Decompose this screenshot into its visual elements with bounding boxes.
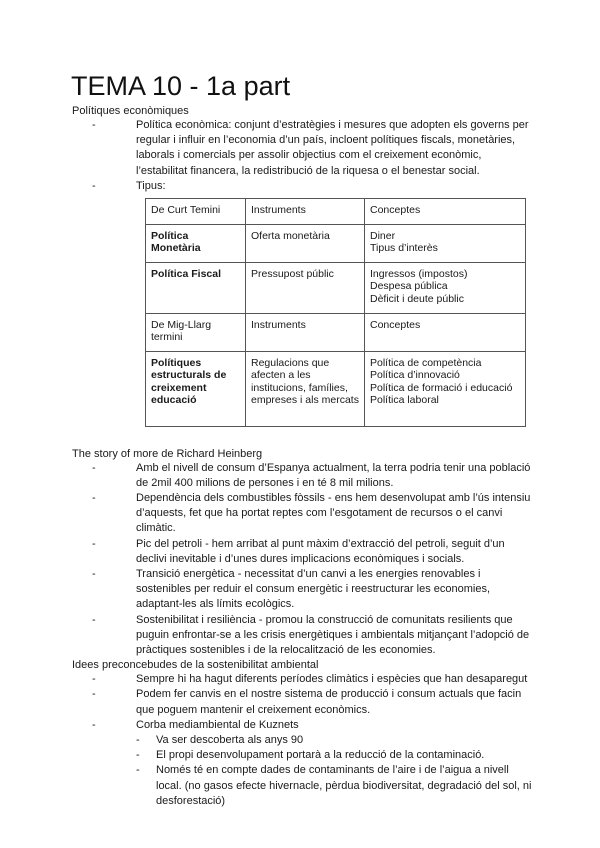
table-cell: Pressupost públic [246, 262, 365, 313]
table-cell [365, 351, 526, 426]
table-cell: Política Fiscal [146, 262, 246, 313]
table-row [146, 351, 526, 426]
concept-line: Política de formació i educació [370, 381, 513, 394]
concept-line: Política de competència [370, 356, 482, 369]
kuznets-sublist [136, 733, 532, 809]
concept-line: Despesa pública [370, 280, 448, 293]
sublist-item: - Va ser descoberta als anys 90 [136, 733, 532, 748]
table-cell: Política Monetària [146, 224, 246, 262]
sublist-item: - Només té en compte dades de contaminants de l’aire i de l’aigua a nivell local. (no gasos efecte hivernacle, pèrdua biodiversitat, degradació del sol, ni desforestació) [136, 763, 532, 809]
policy-types-table [145, 198, 526, 427]
list-item-text: Corba mediambiental de Kuznets [136, 718, 299, 731]
table-row [146, 224, 526, 262]
table-cell: De Curt Temini [146, 199, 246, 225]
list-item: - Tipus: [72, 179, 532, 194]
list-item: - Sostenibilitat i resiliència - promou la construcció de comunitats resilients que puguin enfrontar-se a les crisis energètiques i ambientals mitjançant l’adopció de pràctiques sostenibles i de la relocalització de les economies. [72, 613, 532, 659]
list-item: - Dependència dels combustibles fòssils - ens hem desenvolupat amb l’ús intensiu d’aquests, fet que ha portat reptes com l’esgotament de recursos o el canvi climàtic. [72, 491, 532, 537]
table-cell: Instruments [246, 313, 365, 351]
economic-policies-list [72, 118, 532, 194]
concept-line: Dèficit i deute públic [370, 292, 464, 305]
table-cell [365, 224, 526, 262]
concept-line: Política d’innovació [370, 369, 460, 382]
table-cell: Instruments [246, 199, 365, 225]
document-title: TEMA 10 - 1a part [71, 71, 291, 101]
table-cell: Oferta monetària [246, 224, 365, 262]
concept-line: Tipus d’interès [370, 242, 438, 255]
table-row [146, 262, 526, 313]
table-row [146, 313, 526, 351]
concept-line: Política laboral [370, 394, 439, 407]
preconceived-ideas-list [72, 672, 532, 733]
table-cell [365, 199, 526, 225]
sublist-item: - El propi desenvolupament portarà a la reducció de la contaminació. [136, 748, 532, 763]
table-row [146, 199, 526, 225]
concept-line: Conceptes [370, 318, 421, 331]
document-page [72, 70, 532, 809]
table-cell: Regulacions que afecten a les institucions, famílies, empreses i als mercats [246, 351, 365, 426]
section-heading-economic-policies: Polítiques econòmiques [72, 105, 189, 117]
list-item: - Sempre hi ha hagut diferents períodes climàtics i espècies que han desaparegut [72, 672, 532, 687]
story-of-more-list [72, 461, 532, 659]
section-heading-story-of-more: The story of more de Richard Heinberg [72, 447, 263, 460]
table-cell [365, 262, 526, 313]
concept-line: Conceptes [370, 204, 421, 217]
table-cell [365, 313, 526, 351]
table-cell: De Mig-Llarg termini [146, 313, 246, 351]
list-item: - Podem fer canvis en el nostre sistema de producció i consum actuals que facin que poguem mantenir el creixement econòmics. [72, 687, 532, 717]
section-heading-preconceived-ideas: Idees preconcebudes de la sostenibilitat ambiental [72, 659, 319, 672]
list-item: - Transició energètica - necessitat d’un canvi a les energies renovables i sostenibles per reduir el consum energètic i reestructurar les economies, adaptant-les als límits ecològics. [72, 567, 532, 613]
list-item: - Pic del petroli - hem arribat al punt màxim d’extracció del petroli, seguit d’un declivi inevitable i d’unes dures implicacions econòmiques i socials. [72, 537, 532, 567]
list-item: - Política econòmica: conjunt d’estratègies i mesures que adopten els governs per regular i influir en l’economia d’un país, incloent polítiques fiscals, monetàries, laborals i comercials per assolir objectius com el creixement econòmic, l’estabilitat financera, la redistribució de la riquesa o el benestar social. [72, 118, 532, 179]
list-item [72, 718, 532, 733]
list-item: - Amb el nivell de consum d’Espanya actualment, la terra podria tenir una població de 2mil 400 milions de persones i en té 8 mil milions. [72, 461, 532, 491]
concept-line: Diner [370, 229, 396, 242]
concept-line: Ingressos (impostos) [370, 267, 468, 280]
table-cell: Polítiques estructurals de creixement educació [146, 351, 246, 426]
